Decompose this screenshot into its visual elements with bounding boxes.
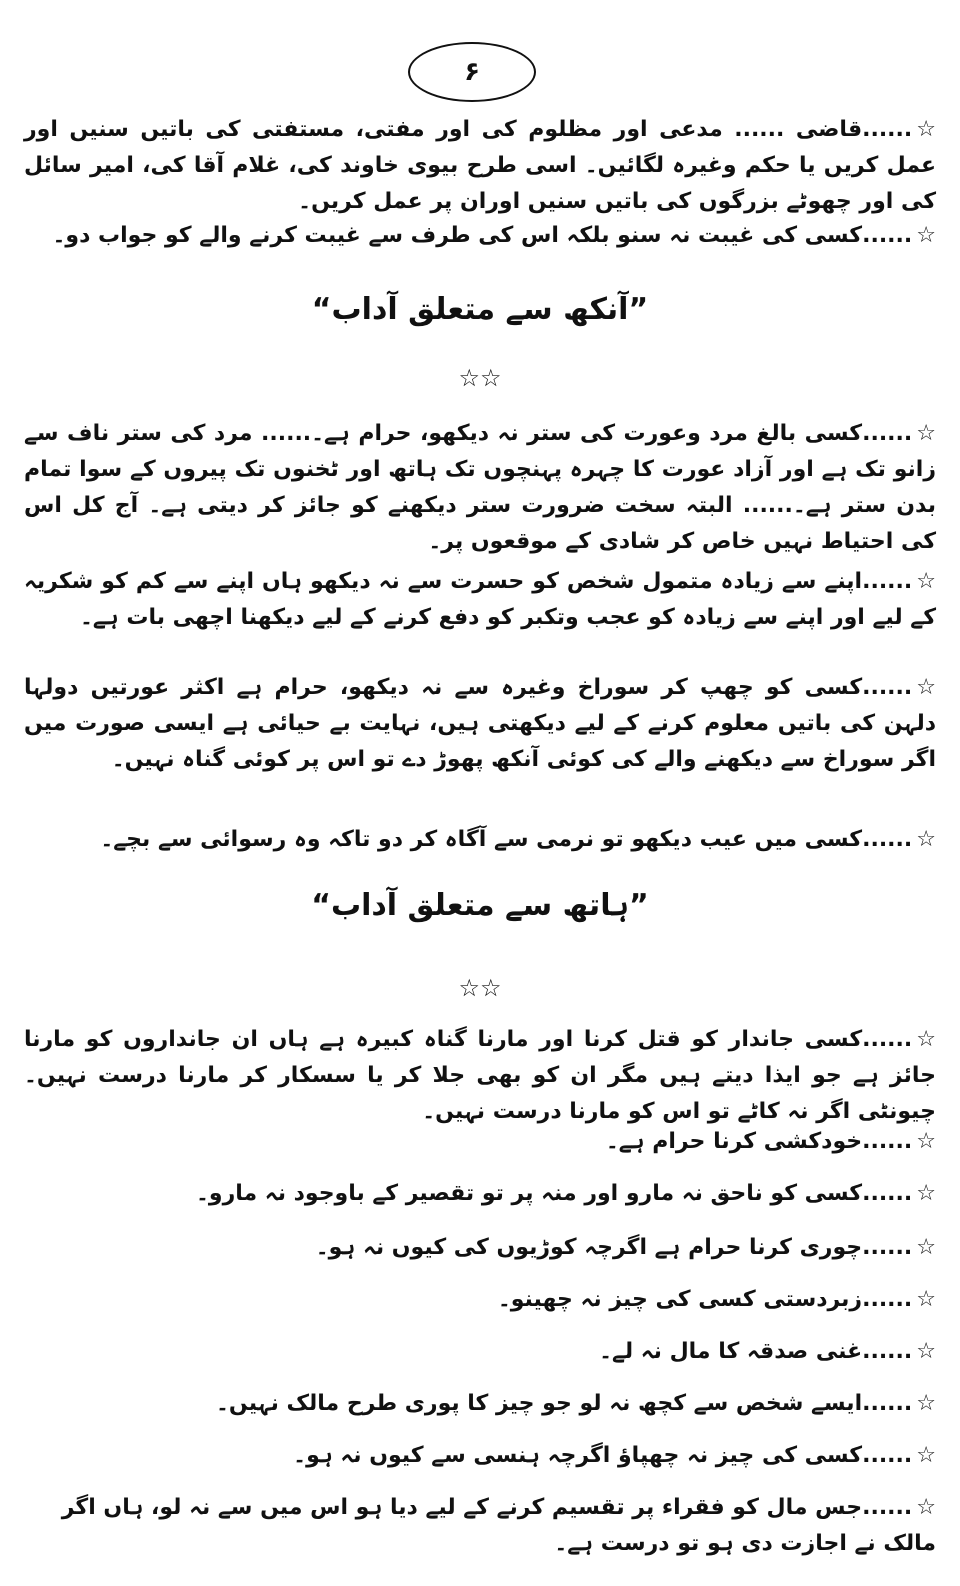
- dots: ......: [862, 1495, 913, 1520]
- item-text: کسی کی چیز نہ چھپاؤ اگرچہ ہنسی سے کیوں نہ ہو۔: [293, 1443, 863, 1468]
- dots: ......: [862, 569, 913, 594]
- dots: ......: [862, 1287, 913, 1312]
- paragraph-item: [24, 1386, 936, 1422]
- star-icon: ☆: [916, 223, 936, 248]
- star-icon: ☆: [916, 1235, 936, 1260]
- item-text: کسی کی غیبت نہ سنو بلکہ اس کی طرف سے غیبت کرنے والے کو جواب دو۔: [52, 223, 863, 248]
- paragraph-item: [24, 416, 936, 560]
- paragraph-item: [24, 564, 936, 636]
- star-icon: ☆: [916, 675, 936, 700]
- dots: ......: [862, 117, 913, 142]
- item-text: کسی جاندار کو قتل کرنا اور مارنا گناہ کبیرہ ہے ہاں ان جانداروں کو مارنا جائز ہے جو ایذا دیتے ہیں مگر ان کو بھی جلا کر یا سسکار کر مارنا درست نہیں۔ چیونٹی اگر نہ کاٹے تو اس کو مارنا درست نہیں۔: [24, 1027, 936, 1124]
- dots: ......: [862, 421, 913, 446]
- dots: ......: [862, 1027, 913, 1052]
- paragraph-item: [24, 112, 936, 220]
- page-number: ۶: [408, 42, 536, 102]
- item-text: جس مال کو فقراء پر تقسیم کرنے کے لیے دیا ہو اس میں سے نہ لو، ہاں اگر مالک نے اجازت دی ہو تو درست ہے۔: [61, 1495, 936, 1556]
- dots: ......: [862, 1129, 913, 1154]
- paragraph-item: [24, 670, 936, 778]
- star-icon: ☆: [916, 1129, 936, 1154]
- paragraph-item: [24, 1334, 936, 1370]
- item-text: کسی کو ناحق نہ مارو اور منہ پر تو تقصیر کے باوجود نہ مارو۔: [196, 1181, 863, 1206]
- star-icon: ☆: [916, 569, 936, 594]
- dots: ......: [862, 1235, 913, 1260]
- item-text: غنی صدقہ کا مال نہ لے۔: [599, 1339, 863, 1364]
- star-icon: ☆: [916, 1181, 936, 1206]
- star-icon: ☆: [916, 827, 936, 852]
- dots: ......: [862, 1443, 913, 1468]
- star-icon: ☆: [916, 1495, 936, 1520]
- paragraph-item: [24, 1022, 936, 1130]
- paragraph-item: [24, 218, 936, 254]
- item-text: ایسے شخص سے کچھ نہ لو جو چیز کا پوری طرح مالک نہیں۔: [216, 1391, 863, 1416]
- item-text: کسی کو چھپ کر سوراخ وغیرہ سے نہ دیکھو، حرام ہے اکثر عورتیں دولہا دلہن کی باتیں معلوم کرنے کے لیے دیکھتی ہیں، نہایت بے حیائی ہے ایسی صورت میں اگر سوراخ سے دیکھنے والے کی کوئی آنکھ پھوڑ دے تو اس پر کوئی گناہ نہیں۔: [24, 675, 936, 772]
- item-text: قاضی ...... مدعی اور مظلوم کی اور مفتی، مستفتی کی باتیں سنیں اور عمل کریں یا حکم وغیرہ لگائیں۔ اسی طرح بیوی خاوند کی، غلام آقا کی، امیر سائل کی اور چھوٹے بزرگوں کی باتیں سنیں اوران پر عمل کریں۔: [24, 117, 936, 214]
- section-heading-eye: ”آنکھ سے متعلق آداب“: [311, 292, 649, 327]
- star-icon: ☆: [916, 1391, 936, 1416]
- item-text: اپنے سے زیادہ متمول شخص کو حسرت سے نہ دیکھو ہاں اپنے سے کم کو شکریہ کے لیے اور اپنے سے زیادہ کو عجب وتکبر کو دفع کرنے کے لیے دیکھنا اچھی بات ہے۔: [24, 569, 936, 630]
- dots: ......: [862, 827, 913, 852]
- star-icon: ☆: [916, 117, 936, 142]
- star-icon: ☆: [916, 1027, 936, 1052]
- dots: ......: [862, 675, 913, 700]
- item-text: زبردستی کسی کی چیز نہ چھینو۔: [497, 1287, 863, 1312]
- paragraph-item: [24, 822, 936, 858]
- item-text: کسی بالغ مرد وعورت کی ستر نہ دیکھو، حرام ہے۔...... مرد کی ستر ناف سے زانو تک ہے اور آزاد عورت کا چہرہ پہنچوں تک ہاتھ اور ٹخنوں تک پیروں کے سوا تمام بدن ستر ہے۔...... البتہ سخت ضرورت ستر دیکھنے کو جائز کر دیتی ہے۔ آج کل اس کی احتیاط نہیں خاص کر شادی کے موقعوں پر۔: [24, 421, 936, 554]
- paragraph-item: [24, 1490, 936, 1562]
- double-star-icon: ☆☆: [458, 974, 502, 1002]
- dots: ......: [862, 1339, 913, 1364]
- dots: ......: [862, 223, 913, 248]
- paragraph-item: [24, 1124, 936, 1160]
- star-icon: ☆: [916, 1339, 936, 1364]
- item-text: خودکشی کرنا حرام ہے۔: [605, 1129, 863, 1154]
- dots: ......: [862, 1391, 913, 1416]
- paragraph-item: [24, 1282, 936, 1318]
- paragraph-item: [24, 1230, 936, 1266]
- star-icon: ☆: [916, 421, 936, 446]
- star-icon: ☆: [916, 1287, 936, 1312]
- item-text: کسی میں عیب دیکھو تو نرمی سے آگاہ کر دو تاکہ وہ رسوائی سے بچے۔: [100, 827, 863, 852]
- star-icon: ☆: [916, 1443, 936, 1468]
- paragraph-item: [24, 1438, 936, 1474]
- dots: ......: [862, 1181, 913, 1206]
- paragraph-item: [24, 1176, 936, 1212]
- section-heading-hand: ”ہاتھ سے متعلق آداب“: [311, 888, 649, 923]
- double-star-icon: ☆☆: [458, 364, 502, 392]
- item-text: چوری کرنا حرام ہے اگرچہ کوڑیوں کی کیوں نہ ہو۔: [315, 1235, 863, 1260]
